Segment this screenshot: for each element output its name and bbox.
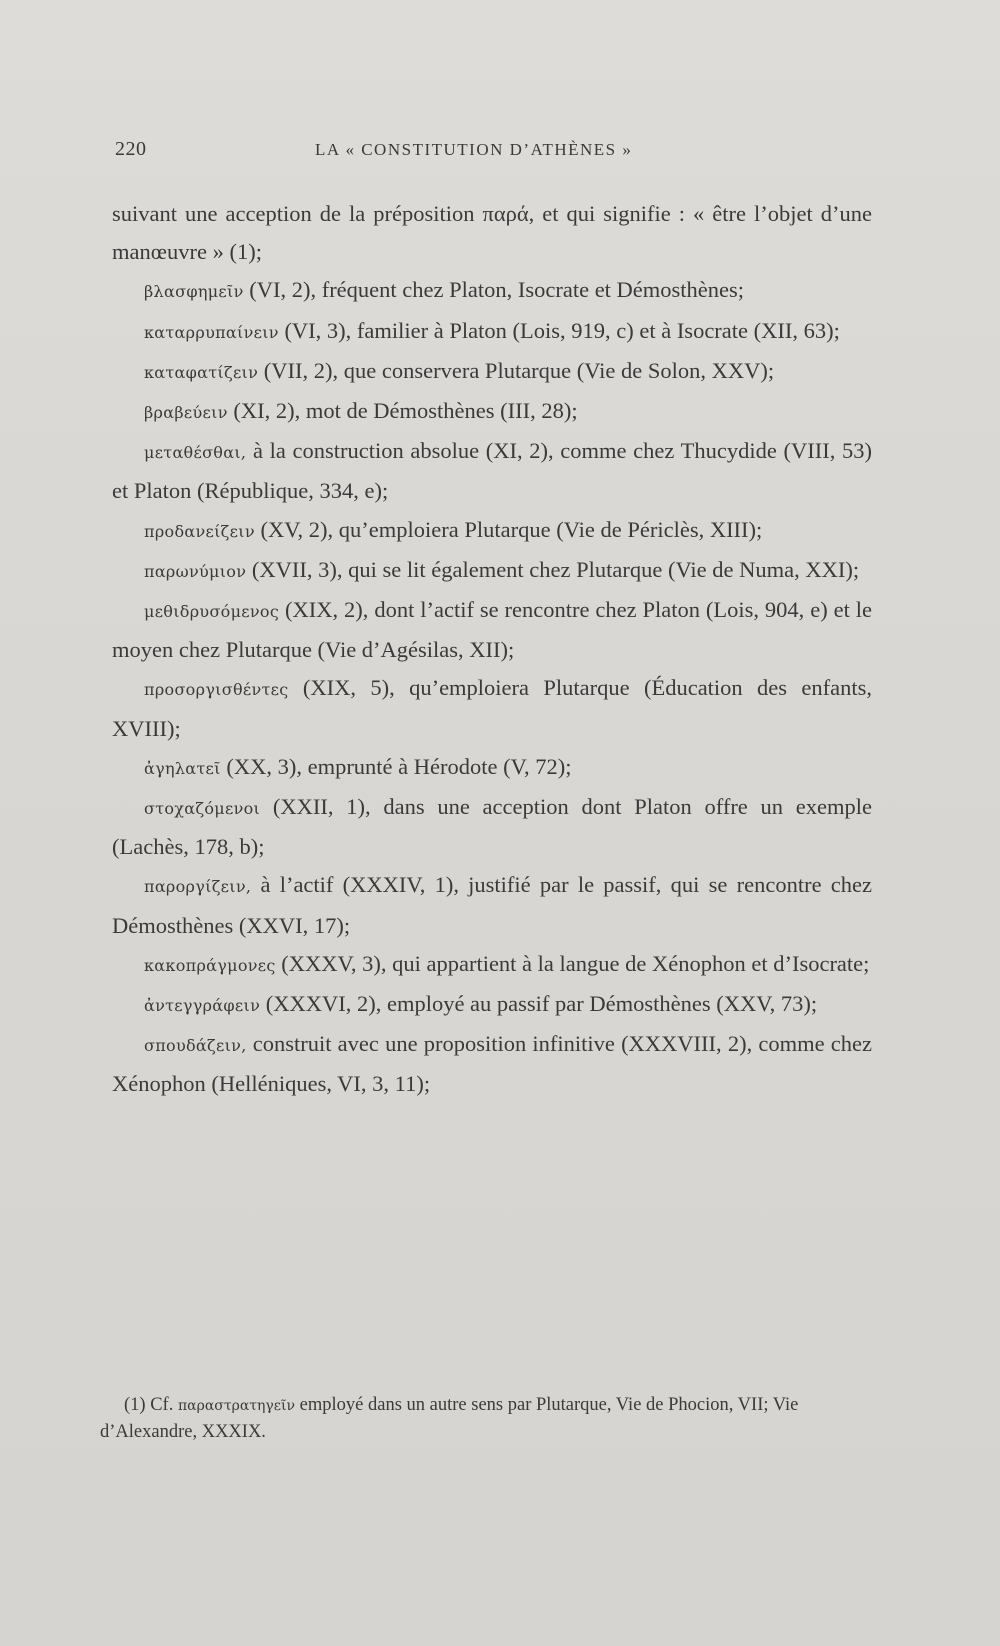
entry-text: à la construction absolue (XI, 2), comme chez Thucydide (VIII, 53) et Platon (République, 334, e); <box>112 438 872 504</box>
vocab-entry <box>112 748 872 788</box>
footnote-greek-term: παραστρατηγεῖν <box>177 1398 296 1414</box>
entry-text: (XVII, 3), qui se lit également chez Plutarque (Vie de Numa, XXI); <box>246 556 860 582</box>
entry-text: (VII, 2), que conservera Plutarque (Vie de Solon, XXV); <box>258 357 775 383</box>
vocab-entry <box>112 551 872 591</box>
greek-term: ἀγηλατεῖ <box>144 758 221 778</box>
greek-term: σπουδάζειν, <box>144 1036 247 1056</box>
page-header <box>115 138 875 168</box>
entry-text: (XXXV, 3), qui appartient à la langue de Xénophon et d’Isocrate; <box>275 950 870 976</box>
greek-term: ἀντεγγράφειν <box>144 996 261 1016</box>
vocab-entry <box>112 312 872 352</box>
entry-text: (XXII, 1), dans une acception dont Platon offre un exemple (Lachès, 178, b); <box>112 794 872 860</box>
entry-text: construit avec une proposition infinitive (XXXVIII, 2), comme chez Xénophon (Helléniques, VI, 3, 11); <box>112 1031 872 1097</box>
greek-term: στοχαζόμενοι <box>144 799 261 819</box>
entry-text: (XX, 3), emprunté à Hérodote (V, 72); <box>220 753 572 779</box>
footnotes <box>100 1392 860 1445</box>
paragraph-text: suivant une acception de la préposition παρά, et qui signifie : « être l’objet d’une manœuvre » (1); <box>112 201 872 265</box>
vocab-entry <box>112 669 872 747</box>
greek-term: βλασφημεῖν <box>144 282 244 302</box>
greek-term: προδανείζειν <box>144 521 255 541</box>
entry-text: (XIX, 2), dont l’actif se rencontre chez Platon (Lois, 904, e) et le moyen chez Plutarque (Vie d’Agésilas, XII); <box>112 597 872 663</box>
vocab-entry <box>112 392 872 432</box>
vocab-entry <box>112 432 872 510</box>
vocab-entry <box>112 352 872 392</box>
running-head: LA « CONSTITUTION D’ATHÈNES » <box>315 140 633 159</box>
vocab-entry <box>112 1025 872 1103</box>
greek-term: παρωνύμιον <box>144 561 247 581</box>
greek-term: κακοπράγμονες <box>144 955 276 975</box>
text-paragraph <box>112 195 872 271</box>
greek-term: παροργίζειν, <box>144 877 252 897</box>
vocab-entry <box>112 788 872 866</box>
footnote-text: employé dans un autre sens par Plutarque, Vie de Phocion, VII; Vie d’Alexandre, XXXIX. <box>100 1395 799 1442</box>
entry-text: (XXXVI, 2), employé au passif par Démosthènes (XXV, 73); <box>260 991 818 1017</box>
entry-text: (XIX, 5), qu’emploiera Plutarque (Éducation des enfants, XVIII); <box>112 675 872 741</box>
entry-text: (VI, 3), familier à Platon (Lois, 919, c) et à Isocrate (XII, 63); <box>278 317 840 343</box>
vocab-entry <box>112 866 872 944</box>
greek-term: βραβεύειν <box>144 403 228 423</box>
greek-term: προσοργισθέντες <box>144 680 289 700</box>
page-number: 220 <box>115 138 147 160</box>
vocab-entry <box>112 985 872 1025</box>
vocab-entry <box>112 271 872 311</box>
entry-text: (XV, 2), qu’emploiera Plutarque (Vie de Périclès, XIII); <box>254 516 763 542</box>
greek-term: μεθιδρυσόμενος <box>144 602 280 622</box>
footnote-1 <box>100 1392 860 1445</box>
main-text <box>112 195 872 1104</box>
vocab-entry <box>112 945 872 985</box>
entry-text: (VI, 2), fréquent chez Platon, Isocrate et Démosthènes; <box>243 277 745 303</box>
entry-text: à l’actif (XXXIV, 1), justifié par le passif, qui se rencontre chez Démosthènes (XXVI, 17); <box>112 872 872 938</box>
greek-term: καταφατίζειν <box>144 362 259 382</box>
footnote-prefix: (1) Cf. <box>124 1395 178 1415</box>
greek-term: μεταθέσθαι, <box>144 443 247 463</box>
greek-term: καταρρυπαίνειν <box>144 322 279 342</box>
vocab-entry <box>112 591 872 669</box>
entry-text: (XI, 2), mot de Démosthènes (III, 28); <box>227 398 578 424</box>
vocab-entry <box>112 511 872 551</box>
